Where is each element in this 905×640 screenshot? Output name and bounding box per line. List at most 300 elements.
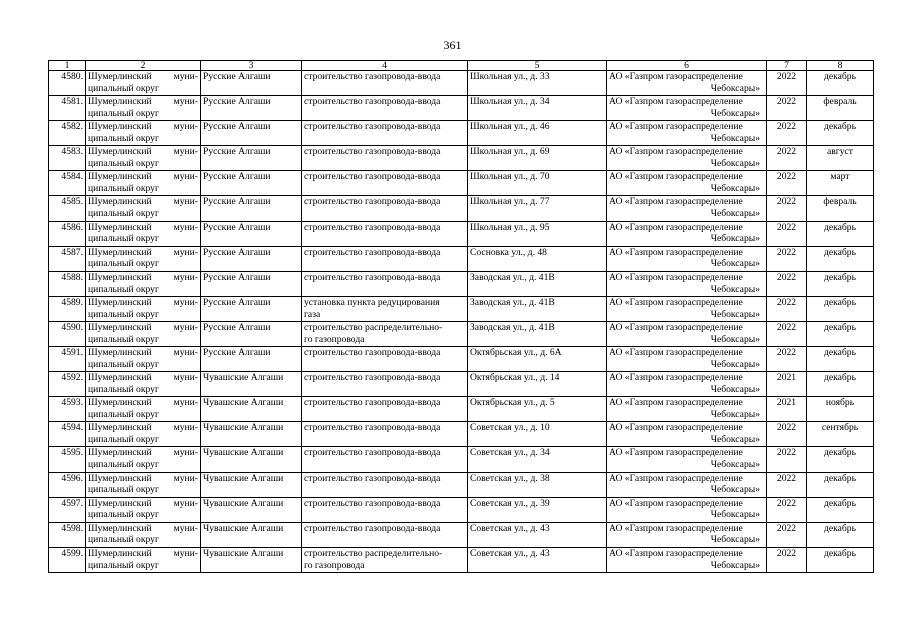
address-cell: Октябрьская ул., д. 6А bbox=[468, 347, 607, 372]
organization-cell bbox=[607, 497, 767, 522]
district-line bbox=[88, 523, 198, 535]
settlement-cell: Русские Алгаши bbox=[201, 71, 302, 96]
work-text: строительство распределительно- bbox=[304, 321, 443, 333]
district-line bbox=[88, 422, 198, 434]
settlement-cell: Чувашские Алгаши bbox=[201, 547, 302, 572]
settlement-cell: Чувашские Алгаши bbox=[201, 522, 302, 547]
column-number: 8 bbox=[807, 61, 874, 71]
settlement-cell: Чувашские Алгаши bbox=[201, 472, 302, 497]
district-line bbox=[88, 397, 198, 409]
district-cell bbox=[86, 347, 201, 372]
district-word: муни- bbox=[173, 96, 198, 108]
address-cell: Октябрьская ул., д. 14 bbox=[468, 372, 607, 397]
district-line bbox=[88, 322, 198, 334]
organization-line: Чебоксары» bbox=[710, 559, 760, 571]
work-cell bbox=[302, 296, 468, 321]
month-cell: декабрь bbox=[807, 121, 874, 146]
year-cell: 2022 bbox=[767, 146, 807, 171]
district-line bbox=[88, 347, 198, 359]
district-line: ципальный округ bbox=[88, 233, 159, 245]
district-line bbox=[88, 196, 198, 208]
organization-line: Чебоксары» bbox=[710, 333, 760, 345]
month-cell: декабрь bbox=[807, 472, 874, 497]
district-line bbox=[88, 247, 198, 259]
work-line: го газопровода bbox=[304, 333, 365, 345]
row-number: 4585. bbox=[49, 196, 86, 221]
row-number: 4589. bbox=[49, 296, 86, 321]
district-word: муни- bbox=[173, 397, 198, 409]
organization-cell bbox=[607, 146, 767, 171]
table-row bbox=[49, 497, 874, 522]
district-line: ципальный округ bbox=[88, 183, 159, 195]
settlement-cell: Русские Алгаши bbox=[201, 296, 302, 321]
district-cell bbox=[86, 146, 201, 171]
district-word: муни- bbox=[173, 472, 198, 484]
row-number: 4599. bbox=[49, 547, 86, 572]
district-line bbox=[88, 222, 198, 234]
district-word: муни- bbox=[173, 146, 198, 158]
year-cell: 2022 bbox=[767, 321, 807, 346]
organization-line: АО «Газпром газораспределение bbox=[609, 372, 743, 384]
district-line: ципальный округ bbox=[88, 534, 159, 546]
district-word: Шумерлинский bbox=[88, 221, 152, 233]
work-line: строительство газопровода-ввода bbox=[304, 422, 441, 434]
district-word: Шумерлинский bbox=[88, 347, 152, 359]
settlement-cell: Чувашские Алгаши bbox=[201, 422, 302, 447]
work-line: строительство газопровода-ввода bbox=[304, 271, 441, 283]
organization-line: АО «Газпром газораспределение bbox=[609, 422, 743, 434]
district-word: муни- bbox=[173, 347, 198, 359]
settlement-cell: Чувашские Алгаши bbox=[201, 497, 302, 522]
district-word: Шумерлинский bbox=[88, 146, 152, 158]
organization-line: Чебоксары» bbox=[710, 434, 760, 446]
work-line: строительство газопровода-ввода bbox=[304, 497, 441, 509]
column-number: 5 bbox=[468, 61, 607, 71]
work-line: газа bbox=[304, 308, 321, 320]
district-cell bbox=[86, 522, 201, 547]
year-cell: 2022 bbox=[767, 71, 807, 96]
row-number: 4587. bbox=[49, 246, 86, 271]
organization-line: АО «Газпром газораспределение bbox=[609, 547, 743, 559]
column-number: 3 bbox=[201, 61, 302, 71]
district-cell bbox=[86, 472, 201, 497]
organization-line: Чебоксары» bbox=[710, 183, 760, 195]
district-line bbox=[88, 121, 198, 133]
work-line: строительство газопровода-ввода bbox=[304, 347, 441, 359]
district-cell bbox=[86, 196, 201, 221]
district-cell bbox=[86, 96, 201, 121]
month-cell: декабрь bbox=[807, 372, 874, 397]
organization-line: Чебоксары» bbox=[710, 132, 760, 144]
organization-cell bbox=[607, 196, 767, 221]
table-row bbox=[49, 472, 874, 497]
year-cell: 2022 bbox=[767, 447, 807, 472]
year-cell: 2022 bbox=[767, 422, 807, 447]
year-cell: 2022 bbox=[767, 271, 807, 296]
work-cell bbox=[302, 246, 468, 271]
year-cell: 2022 bbox=[767, 522, 807, 547]
table-row bbox=[49, 196, 874, 221]
district-word: муни- bbox=[173, 422, 198, 434]
organization-cell bbox=[607, 422, 767, 447]
district-line bbox=[88, 272, 198, 284]
table-row bbox=[49, 372, 874, 397]
district-word: Шумерлинский bbox=[88, 246, 152, 258]
organization-cell bbox=[607, 271, 767, 296]
district-cell bbox=[86, 547, 201, 572]
row-number: 4597. bbox=[49, 497, 86, 522]
address-cell: Школьная ул., д. 69 bbox=[468, 146, 607, 171]
district-word: Шумерлинский bbox=[88, 447, 152, 459]
district-cell bbox=[86, 221, 201, 246]
work-line bbox=[304, 322, 465, 334]
organization-line: Чебоксары» bbox=[710, 258, 760, 270]
work-cell bbox=[302, 347, 468, 372]
district-line bbox=[88, 171, 198, 183]
work-cell bbox=[302, 522, 468, 547]
row-number: 4591. bbox=[49, 347, 86, 372]
organization-line: АО «Газпром газораспределение bbox=[609, 472, 743, 484]
district-cell bbox=[86, 246, 201, 271]
table-row bbox=[49, 96, 874, 121]
work-line: строительство газопровода-ввода bbox=[304, 447, 441, 459]
organization-line: АО «Газпром газораспределение bbox=[609, 522, 743, 534]
work-line: строительство газопровода-ввода bbox=[304, 146, 441, 158]
month-cell: февраль bbox=[807, 96, 874, 121]
work-line: строительство газопровода-ввода bbox=[304, 522, 441, 534]
organization-line: АО «Газпром газораспределение bbox=[609, 296, 743, 308]
work-cell bbox=[302, 547, 468, 572]
settlement-cell: Русские Алгаши bbox=[201, 271, 302, 296]
work-line bbox=[304, 548, 465, 560]
district-line: ципальный округ bbox=[88, 107, 159, 119]
organization-cell bbox=[607, 221, 767, 246]
year-cell: 2021 bbox=[767, 372, 807, 397]
settlement-cell: Русские Алгаши bbox=[201, 121, 302, 146]
table-row bbox=[49, 71, 874, 96]
district-line: ципальный округ bbox=[88, 409, 159, 421]
district-line bbox=[88, 71, 198, 83]
district-word: Шумерлинский bbox=[88, 171, 152, 183]
organization-line: Чебоксары» bbox=[710, 534, 760, 546]
organization-cell bbox=[607, 472, 767, 497]
row-number: 4584. bbox=[49, 171, 86, 196]
work-cell bbox=[302, 196, 468, 221]
district-line: ципальный округ bbox=[88, 459, 159, 471]
year-cell: 2022 bbox=[767, 497, 807, 522]
district-line bbox=[88, 548, 198, 560]
work-text: установка пункта редуцирования bbox=[304, 296, 440, 308]
district-word: муни- bbox=[173, 221, 198, 233]
table-row bbox=[49, 547, 874, 572]
district-cell bbox=[86, 321, 201, 346]
organization-line: Чебоксары» bbox=[710, 308, 760, 320]
year-cell: 2022 bbox=[767, 96, 807, 121]
work-cell bbox=[302, 422, 468, 447]
district-word: Шумерлинский bbox=[88, 422, 152, 434]
year-cell: 2022 bbox=[767, 221, 807, 246]
row-number: 4590. bbox=[49, 321, 86, 346]
work-line: го газопровода bbox=[304, 559, 365, 571]
column-number: 6 bbox=[607, 61, 767, 71]
district-cell bbox=[86, 422, 201, 447]
work-cell bbox=[302, 497, 468, 522]
year-cell: 2021 bbox=[767, 397, 807, 422]
settlement-cell: Русские Алгаши bbox=[201, 171, 302, 196]
address-cell: Советская ул., д. 43 bbox=[468, 547, 607, 572]
year-cell: 2022 bbox=[767, 121, 807, 146]
month-cell: декабрь bbox=[807, 321, 874, 346]
address-cell: Советская ул., д. 43 bbox=[468, 522, 607, 547]
row-number: 4586. bbox=[49, 221, 86, 246]
month-cell: декабрь bbox=[807, 246, 874, 271]
row-number: 4588. bbox=[49, 271, 86, 296]
district-word: муни- bbox=[173, 372, 198, 384]
district-word: Шумерлинский bbox=[88, 522, 152, 534]
address-cell: Заводская ул., д. 41В bbox=[468, 296, 607, 321]
month-cell: ноябрь bbox=[807, 397, 874, 422]
table-row bbox=[49, 246, 874, 271]
settlement-cell: Русские Алгаши bbox=[201, 221, 302, 246]
column-number: 2 bbox=[86, 61, 201, 71]
district-word: Шумерлинский bbox=[88, 196, 152, 208]
organization-line: Чебоксары» bbox=[710, 82, 760, 94]
organization-line: Чебоксары» bbox=[710, 409, 760, 421]
work-cell bbox=[302, 146, 468, 171]
month-cell: август bbox=[807, 146, 874, 171]
organization-line: АО «Газпром газораспределение bbox=[609, 146, 743, 158]
organization-cell bbox=[607, 372, 767, 397]
year-cell: 2022 bbox=[767, 196, 807, 221]
work-cell bbox=[302, 71, 468, 96]
organization-line: Чебоксары» bbox=[710, 383, 760, 395]
district-word: муни- bbox=[173, 497, 198, 509]
address-cell: Школьная ул., д. 33 bbox=[468, 71, 607, 96]
work-line: строительство газопровода-ввода bbox=[304, 196, 441, 208]
district-line bbox=[88, 146, 198, 158]
year-cell: 2022 bbox=[767, 171, 807, 196]
year-cell: 2022 bbox=[767, 547, 807, 572]
organization-cell bbox=[607, 522, 767, 547]
work-cell bbox=[302, 221, 468, 246]
settlement-cell: Русские Алгаши bbox=[201, 196, 302, 221]
district-line: ципальный округ bbox=[88, 333, 159, 345]
district-word: Шумерлинский bbox=[88, 472, 152, 484]
district-word: муни- bbox=[173, 447, 198, 459]
address-cell: Советская ул., д. 39 bbox=[468, 497, 607, 522]
page-number: 361 bbox=[443, 38, 462, 52]
table-row bbox=[49, 271, 874, 296]
table-body bbox=[49, 71, 874, 573]
organization-line: Чебоксары» bbox=[710, 107, 760, 119]
district-word: муни- bbox=[173, 522, 198, 534]
row-number: 4594. bbox=[49, 422, 86, 447]
month-cell: декабрь bbox=[807, 221, 874, 246]
address-cell: Школьная ул., д. 70 bbox=[468, 171, 607, 196]
organization-cell bbox=[607, 71, 767, 96]
organization-line: АО «Газпром газораспределение bbox=[609, 321, 743, 333]
organization-line: Чебоксары» bbox=[710, 283, 760, 295]
district-word: муни- bbox=[173, 271, 198, 283]
address-cell: Советская ул., д. 38 bbox=[468, 472, 607, 497]
table-row bbox=[49, 447, 874, 472]
work-line: строительство газопровода-ввода bbox=[304, 472, 441, 484]
address-cell: Советская ул., д. 10 bbox=[468, 422, 607, 447]
work-cell bbox=[302, 372, 468, 397]
row-number: 4592. bbox=[49, 372, 86, 397]
organization-cell bbox=[607, 96, 767, 121]
month-cell: декабрь bbox=[807, 547, 874, 572]
organization-line: АО «Газпром газораспределение bbox=[609, 347, 743, 359]
settlement-cell: Русские Алгаши bbox=[201, 96, 302, 121]
district-word: муни- bbox=[173, 321, 198, 333]
organization-line: АО «Газпром газораспределение bbox=[609, 121, 743, 133]
organization-cell bbox=[607, 547, 767, 572]
district-line bbox=[88, 96, 198, 108]
row-number: 4580. bbox=[49, 71, 86, 96]
district-line: ципальный округ bbox=[88, 484, 159, 496]
district-cell bbox=[86, 171, 201, 196]
work-line bbox=[304, 297, 465, 309]
table-row bbox=[49, 221, 874, 246]
table-row bbox=[49, 321, 874, 346]
district-line: ципальный округ bbox=[88, 559, 159, 571]
address-cell: Советская ул., д. 34 bbox=[468, 447, 607, 472]
district-line: ципальный округ bbox=[88, 283, 159, 295]
organization-cell bbox=[607, 447, 767, 472]
district-line: ципальный округ bbox=[88, 308, 159, 320]
address-cell: Школьная ул., д. 95 bbox=[468, 221, 607, 246]
district-word: Шумерлинский bbox=[88, 547, 152, 559]
district-line bbox=[88, 447, 198, 459]
work-cell bbox=[302, 171, 468, 196]
row-number: 4596. bbox=[49, 472, 86, 497]
row-number: 4581. bbox=[49, 96, 86, 121]
district-line: ципальный округ bbox=[88, 358, 159, 370]
work-line: строительство газопровода-ввода bbox=[304, 171, 441, 183]
district-line: ципальный округ bbox=[88, 82, 159, 94]
month-cell: декабрь bbox=[807, 497, 874, 522]
district-line bbox=[88, 498, 198, 510]
organization-line: АО «Газпром газораспределение bbox=[609, 171, 743, 183]
work-cell bbox=[302, 321, 468, 346]
district-line: ципальный округ bbox=[88, 434, 159, 446]
month-cell: декабрь bbox=[807, 347, 874, 372]
month-cell: декабрь bbox=[807, 447, 874, 472]
work-line: строительство газопровода-ввода bbox=[304, 96, 441, 108]
district-word: Шумерлинский bbox=[88, 372, 152, 384]
row-number: 4582. bbox=[49, 121, 86, 146]
district-cell bbox=[86, 397, 201, 422]
column-number-row bbox=[49, 61, 874, 71]
district-word: муни- bbox=[173, 71, 198, 82]
year-cell: 2022 bbox=[767, 296, 807, 321]
address-cell: Школьная ул., д. 34 bbox=[468, 96, 607, 121]
work-line: строительство газопровода-ввода bbox=[304, 397, 441, 409]
work-cell bbox=[302, 96, 468, 121]
district-word: Шумерлинский bbox=[88, 71, 152, 82]
month-cell: декабрь bbox=[807, 522, 874, 547]
column-number: 7 bbox=[767, 61, 807, 71]
table-row bbox=[49, 347, 874, 372]
settlement-cell: Русские Алгаши bbox=[201, 347, 302, 372]
month-cell: декабрь bbox=[807, 71, 874, 96]
district-word: муни- bbox=[173, 196, 198, 208]
organization-line: Чебоксары» bbox=[710, 509, 760, 521]
district-line: ципальный округ bbox=[88, 258, 159, 270]
district-word: муни- bbox=[173, 121, 198, 133]
district-cell bbox=[86, 497, 201, 522]
district-line: ципальный округ bbox=[88, 509, 159, 521]
organization-line: Чебоксары» bbox=[710, 358, 760, 370]
month-cell: декабрь bbox=[807, 296, 874, 321]
organization-line: Чебоксары» bbox=[710, 484, 760, 496]
column-number: 4 bbox=[302, 61, 468, 71]
work-line: строительство газопровода-ввода bbox=[304, 246, 441, 258]
work-text: строительство распределительно- bbox=[304, 547, 443, 559]
work-line: строительство газопровода-ввода bbox=[304, 71, 441, 82]
district-cell bbox=[86, 372, 201, 397]
table-row bbox=[49, 146, 874, 171]
settlement-cell: Русские Алгаши bbox=[201, 146, 302, 171]
district-line bbox=[88, 473, 198, 485]
district-word: Шумерлинский bbox=[88, 321, 152, 333]
organization-line: Чебоксары» bbox=[710, 158, 760, 170]
work-cell bbox=[302, 271, 468, 296]
district-word: Шумерлинский bbox=[88, 497, 152, 509]
organization-line: АО «Газпром газораспределение bbox=[609, 397, 743, 409]
settlement-cell: Русские Алгаши bbox=[201, 321, 302, 346]
address-cell: Школьная ул., д. 46 bbox=[468, 121, 607, 146]
organization-line: Чебоксары» bbox=[710, 233, 760, 245]
district-word: муни- bbox=[173, 547, 198, 559]
organization-line: АО «Газпром газораспределение bbox=[609, 196, 743, 208]
table-row bbox=[49, 422, 874, 447]
organization-line: АО «Газпром газораспределение bbox=[609, 246, 743, 258]
organization-cell bbox=[607, 171, 767, 196]
organization-line: АО «Газпром газораспределение bbox=[609, 71, 743, 82]
document-table bbox=[48, 60, 874, 573]
year-cell: 2022 bbox=[767, 246, 807, 271]
district-line bbox=[88, 372, 198, 384]
address-cell: Сосновка ул., д. 48 bbox=[468, 246, 607, 271]
organization-line: Чебоксары» bbox=[710, 459, 760, 471]
table-row bbox=[49, 171, 874, 196]
district-cell bbox=[86, 447, 201, 472]
month-cell: февраль bbox=[807, 196, 874, 221]
work-cell bbox=[302, 121, 468, 146]
district-word: муни- bbox=[173, 246, 198, 258]
district-line: ципальный округ bbox=[88, 158, 159, 170]
column-number: 1 bbox=[49, 61, 86, 71]
work-cell bbox=[302, 397, 468, 422]
district-cell bbox=[86, 71, 201, 96]
district-line bbox=[88, 297, 198, 309]
organization-cell bbox=[607, 347, 767, 372]
row-number: 4583. bbox=[49, 146, 86, 171]
district-line: ципальный округ bbox=[88, 383, 159, 395]
year-cell: 2022 bbox=[767, 347, 807, 372]
table-row bbox=[49, 397, 874, 422]
organization-cell bbox=[607, 321, 767, 346]
organization-line: АО «Газпром газораспределение bbox=[609, 497, 743, 509]
settlement-cell: Чувашские Алгаши bbox=[201, 397, 302, 422]
organization-cell bbox=[607, 246, 767, 271]
table-row bbox=[49, 121, 874, 146]
address-cell: Заводская ул., д. 41В bbox=[468, 271, 607, 296]
district-word: муни- bbox=[173, 171, 198, 183]
district-cell bbox=[86, 121, 201, 146]
